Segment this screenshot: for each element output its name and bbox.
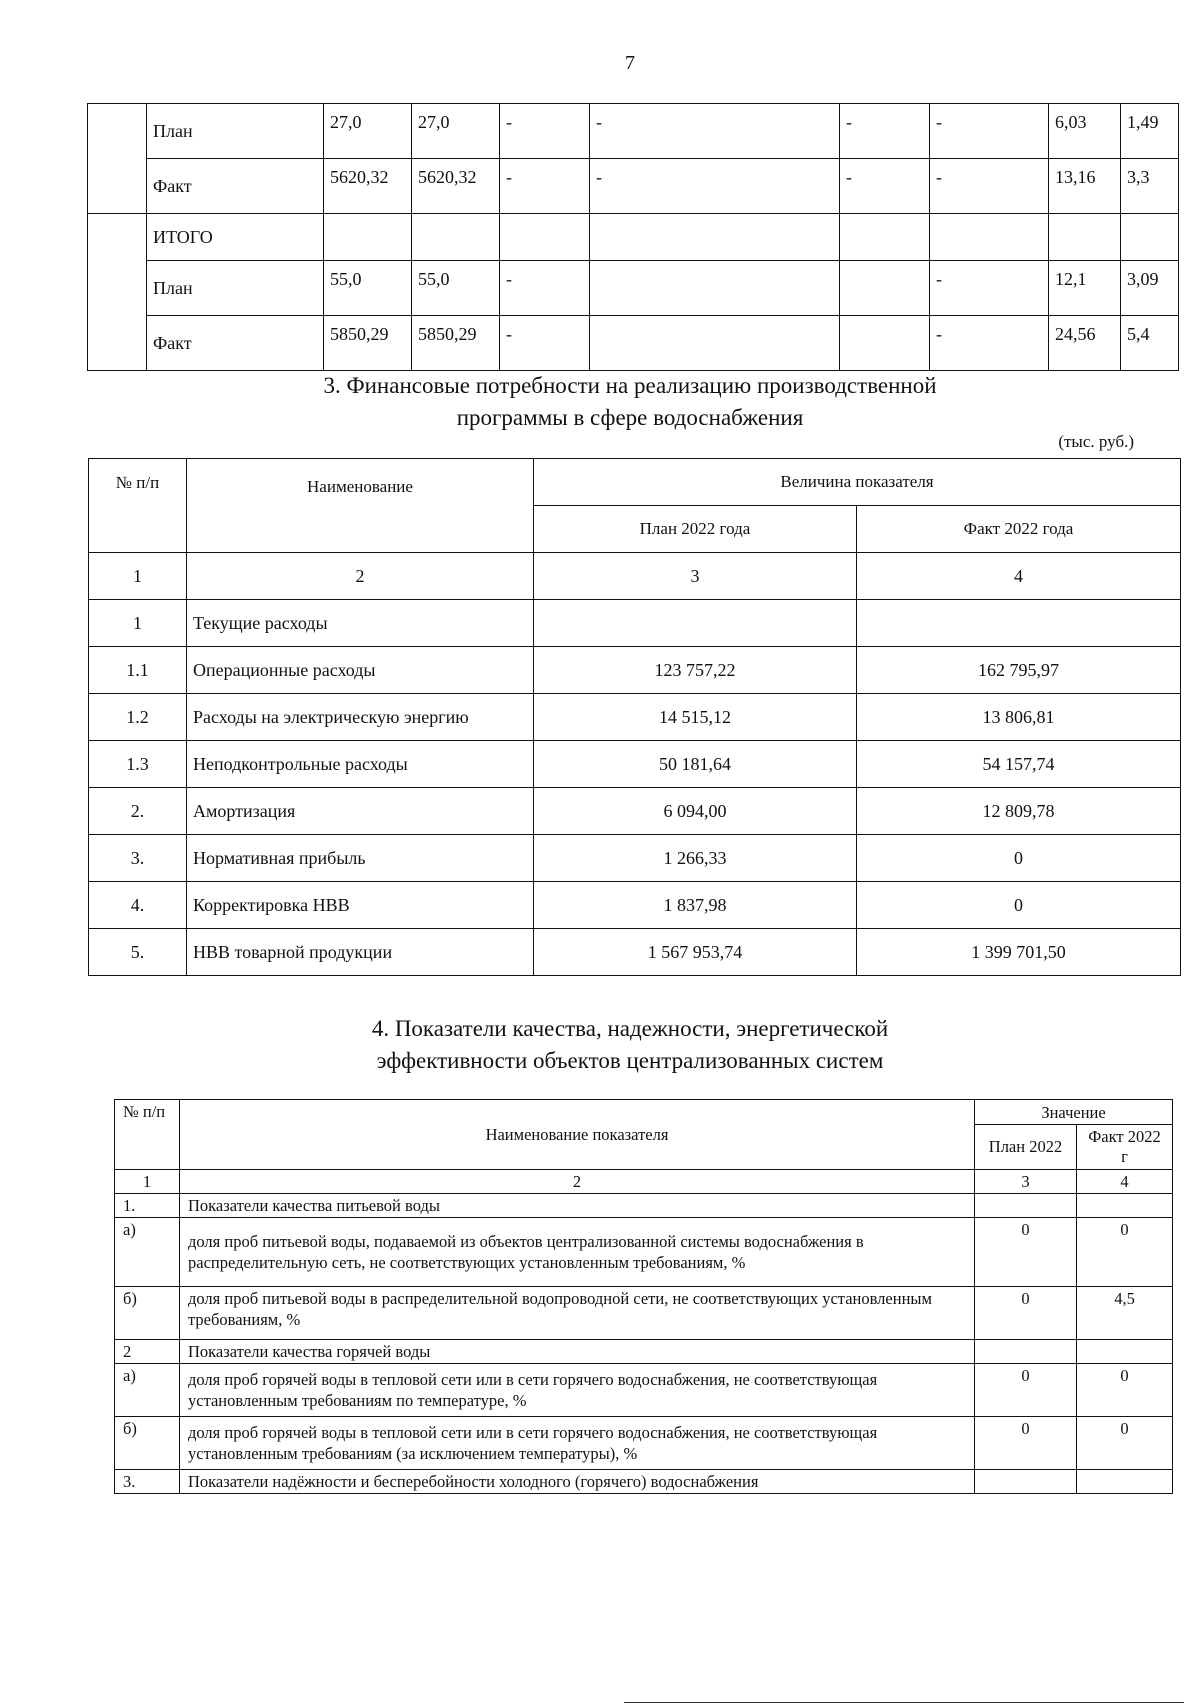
row-label: План (147, 261, 324, 316)
row-name: доля проб горячей воды в тепловой сети или в сети горячего водоснабжения, не соответствующая установленным требованиям (за исключением температуры), % (180, 1417, 975, 1470)
row-fact: 162 795,97 (857, 647, 1181, 694)
cell: 4 (1077, 1170, 1173, 1194)
row-fact: 13 806,81 (857, 694, 1181, 741)
row-name: Операционные расходы (187, 647, 534, 694)
row-fact (1077, 1470, 1173, 1494)
continuation-table (87, 103, 1179, 371)
financial-needs-table (88, 458, 1181, 976)
cell: 6,03 (1049, 104, 1121, 159)
row-num: 1.2 (89, 694, 187, 741)
row-plan (975, 1340, 1077, 1364)
cell: 2 (187, 553, 534, 600)
header-num: № п/п (115, 1100, 180, 1170)
cell: - (590, 104, 840, 159)
row-plan (534, 600, 857, 647)
cell: 1 (89, 553, 187, 600)
cell (1049, 214, 1121, 261)
row-num: 2 (115, 1340, 180, 1364)
table-row (89, 929, 1181, 976)
total-label: ИТОГО (147, 214, 324, 261)
section-4-title (0, 1013, 1200, 1077)
row-num: а) (115, 1218, 180, 1287)
cell (840, 261, 930, 316)
row-fact: 0 (1077, 1417, 1173, 1470)
page-number: 7 (625, 52, 635, 74)
table-row (115, 1218, 1173, 1287)
row-fact: 0 (1077, 1218, 1173, 1287)
cell (840, 214, 930, 261)
cell: 12,1 (1049, 261, 1121, 316)
table-row (88, 316, 1179, 371)
row-num: 1.3 (89, 741, 187, 788)
row-plan: 1 837,98 (534, 882, 857, 929)
cell (840, 316, 930, 371)
table-row (115, 1470, 1173, 1494)
table-row (89, 741, 1181, 788)
row-plan (975, 1194, 1077, 1218)
header-value: Величина показателя (534, 459, 1181, 506)
section-4-title-line-1: 4. Показатели качества, надежности, энергетической (371, 1016, 889, 1041)
header-name: Наименование (187, 459, 534, 553)
row-name: НВВ товарной продукции (187, 929, 534, 976)
row-plan: 6 094,00 (534, 788, 857, 835)
column-number-row (89, 553, 1181, 600)
cell: 55,0 (324, 261, 412, 316)
section-3-title-line-2: программы в сфере водоснабжения (456, 405, 804, 430)
row-fact: 0 (857, 882, 1181, 929)
cell: 3 (534, 553, 857, 600)
table-row (115, 1194, 1173, 1218)
header-value: Значение (975, 1100, 1173, 1125)
cell: 3,3 (1121, 159, 1179, 214)
cell: - (500, 261, 590, 316)
section-3-title (0, 370, 1200, 434)
cell: - (840, 159, 930, 214)
row-num: 1.1 (89, 647, 187, 694)
row-name: Неподконтрольные расходы (187, 741, 534, 788)
cell (930, 214, 1049, 261)
table-row (89, 694, 1181, 741)
row-num: 1 (89, 600, 187, 647)
table-row (88, 159, 1179, 214)
row-num: б) (115, 1417, 180, 1470)
row-plan: 0 (975, 1364, 1077, 1417)
header-fact: Факт 2022 г (1077, 1125, 1173, 1170)
row-name: Показатели надёжности и бесперебойности холодного (горячего) водоснабжения (180, 1470, 975, 1494)
cell (412, 214, 500, 261)
row-fact: 0 (857, 835, 1181, 882)
row-name: Амортизация (187, 788, 534, 835)
cell: 5,4 (1121, 316, 1179, 371)
row-name: доля проб питьевой воды, подаваемой из объектов централизованной системы водоснабжения в распределительную сеть, не соответствующих установленным требованиям, % (180, 1218, 975, 1287)
row-number-cell (88, 104, 147, 214)
row-num: 3. (115, 1470, 180, 1494)
cell: 27,0 (324, 104, 412, 159)
cell: - (930, 316, 1049, 371)
cell (500, 214, 590, 261)
row-fact (1077, 1194, 1173, 1218)
cell: 55,0 (412, 261, 500, 316)
row-fact: 54 157,74 (857, 741, 1181, 788)
row-name: доля проб питьевой воды в распределительной водопроводной сети, не соответствующих установленным требованиям, % (180, 1287, 975, 1340)
cell: 1,49 (1121, 104, 1179, 159)
cell (590, 214, 840, 261)
row-plan: 50 181,64 (534, 741, 857, 788)
row-plan: 123 757,22 (534, 647, 857, 694)
section-3-title-line-1: 3. Финансовые потребности на реализацию производственной (323, 373, 937, 398)
cell (590, 261, 840, 316)
cell: 5620,32 (412, 159, 500, 214)
table-row (115, 1340, 1173, 1364)
cell: - (500, 104, 590, 159)
row-label: Факт (147, 316, 324, 371)
row-plan: 14 515,12 (534, 694, 857, 741)
cell: 5850,29 (412, 316, 500, 371)
header-fact: Факт 2022 года (857, 506, 1181, 553)
row-fact (1077, 1340, 1173, 1364)
cell (324, 214, 412, 261)
header-name: Наименование показателя (180, 1100, 975, 1170)
cell: 1 (115, 1170, 180, 1194)
header-plan: План 2022 (975, 1125, 1077, 1170)
table-row (115, 1364, 1173, 1417)
cell: 5620,32 (324, 159, 412, 214)
row-name: Корректировка НВВ (187, 882, 534, 929)
row-fact: 12 809,78 (857, 788, 1181, 835)
table-row (89, 647, 1181, 694)
table-row (88, 214, 1179, 261)
row-fact (857, 600, 1181, 647)
row-plan (975, 1470, 1077, 1494)
unit-label: (тыс. руб.) (1058, 432, 1134, 451)
table-row (89, 600, 1181, 647)
quality-indicators-table (114, 1099, 1173, 1494)
cell: 5850,29 (324, 316, 412, 371)
row-label: План (147, 104, 324, 159)
cell: 3,09 (1121, 261, 1179, 316)
header-row (115, 1100, 1173, 1125)
cell: - (590, 159, 840, 214)
footer-rule (624, 1702, 1184, 1703)
row-num: а) (115, 1364, 180, 1417)
table-row (89, 835, 1181, 882)
header-plan: План 2022 года (534, 506, 857, 553)
cell: 3 (975, 1170, 1077, 1194)
row-num: 4. (89, 882, 187, 929)
row-num: 5. (89, 929, 187, 976)
cell: - (840, 104, 930, 159)
cell: 27,0 (412, 104, 500, 159)
row-name: Текущие расходы (187, 600, 534, 647)
cell: - (500, 159, 590, 214)
row-fact: 4,5 (1077, 1287, 1173, 1340)
row-num: 1. (115, 1194, 180, 1218)
cell: 13,16 (1049, 159, 1121, 214)
row-plan: 1 266,33 (534, 835, 857, 882)
table-row (89, 882, 1181, 929)
cell: - (500, 316, 590, 371)
row-plan: 0 (975, 1287, 1077, 1340)
cell: 2 (180, 1170, 975, 1194)
row-name: доля проб горячей воды в тепловой сети или в сети горячего водоснабжения, не соответствующая установленным требованиям по температуре, % (180, 1364, 975, 1417)
table-row (115, 1417, 1173, 1470)
table-row (89, 788, 1181, 835)
row-label: Факт (147, 159, 324, 214)
row-fact: 1 399 701,50 (857, 929, 1181, 976)
row-plan: 0 (975, 1218, 1077, 1287)
table-row (88, 104, 1179, 159)
row-num: 3. (89, 835, 187, 882)
cell: 24,56 (1049, 316, 1121, 371)
cell: - (930, 261, 1049, 316)
cell: - (930, 159, 1049, 214)
row-name: Нормативная прибыль (187, 835, 534, 882)
cell (590, 316, 840, 371)
cell: - (930, 104, 1049, 159)
row-number-cell (88, 214, 147, 371)
cell: 4 (857, 553, 1181, 600)
row-plan: 1 567 953,74 (534, 929, 857, 976)
header-row (89, 459, 1181, 506)
table-row (115, 1287, 1173, 1340)
row-num: б) (115, 1287, 180, 1340)
cell (1121, 214, 1179, 261)
header-num: № п/п (89, 459, 187, 553)
row-num: 2. (89, 788, 187, 835)
column-number-row (115, 1170, 1173, 1194)
row-fact: 0 (1077, 1364, 1173, 1417)
row-name: Расходы на электрическую энергию (187, 694, 534, 741)
row-name: Показатели качества питьевой воды (180, 1194, 975, 1218)
section-4-title-line-2: эффективности объектов централизованных систем (376, 1048, 884, 1073)
table-row (88, 261, 1179, 316)
row-name: Показатели качества горячей воды (180, 1340, 975, 1364)
row-plan: 0 (975, 1417, 1077, 1470)
